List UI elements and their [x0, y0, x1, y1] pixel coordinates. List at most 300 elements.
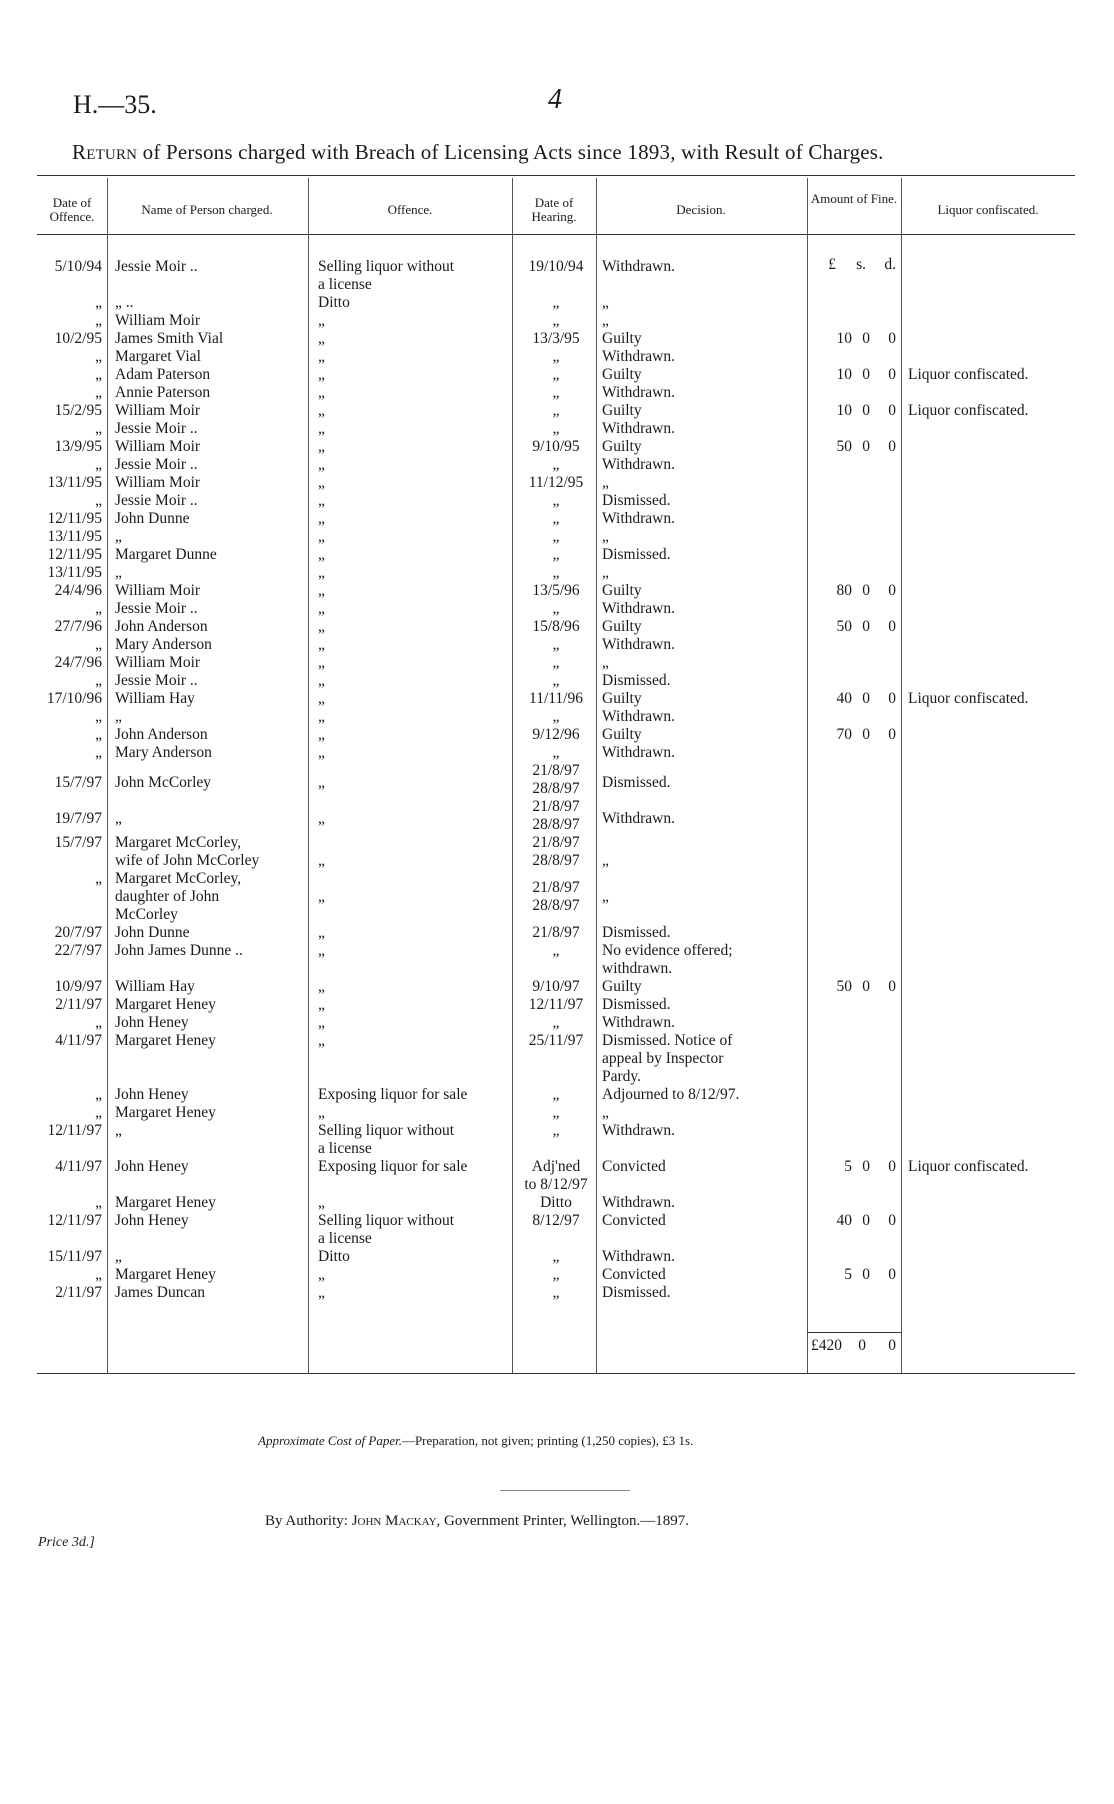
- row-17-decision: „: [602, 564, 609, 581]
- row-35-decision: „: [602, 852, 609, 869]
- row-6-offence: „: [318, 366, 325, 383]
- row-56-date: „: [95, 1194, 102, 1211]
- row-25-hearing: „: [552, 708, 560, 725]
- colhead-name: Name of Person charged.: [141, 202, 273, 217]
- row-49-decision: Pardy.: [602, 1068, 642, 1085]
- row-51-name: Margaret Heney: [115, 1104, 216, 1121]
- row-24-f2: 0: [862, 690, 870, 707]
- row-60-f1: 5: [844, 1266, 852, 1283]
- row-17-offence: „: [318, 564, 325, 581]
- row-6-f3: 0: [888, 366, 896, 383]
- row-8-liquor: Liquor confiscated.: [908, 402, 1029, 419]
- row-18-f1: 80: [836, 582, 852, 599]
- total-rule: [807, 1332, 901, 1333]
- row-16-hearing: „: [552, 546, 560, 563]
- row-14-name: John Dunne: [115, 510, 190, 527]
- row-15-date: 13/11/95: [47, 528, 102, 545]
- row-29-date: 15/7/97: [54, 774, 102, 791]
- row-56-offence: „: [318, 1194, 325, 1211]
- row-25-decision: Withdrawn.: [602, 708, 675, 725]
- row-57-offence: Selling liquor without: [318, 1212, 455, 1229]
- row-22-offence: „: [318, 654, 325, 671]
- row-9-decision: Withdrawn.: [602, 420, 675, 437]
- row-26-f3: 0: [888, 726, 896, 743]
- row-46-offence: „: [318, 1014, 325, 1031]
- row-18-name: William Moir: [115, 582, 201, 599]
- row-24-name: William Hay: [115, 690, 195, 707]
- row-3-hearing: „: [552, 312, 560, 329]
- row-20-offence: „: [318, 618, 325, 635]
- row-51-hearing: „: [552, 1104, 560, 1121]
- row-14-decision: Withdrawn.: [602, 510, 675, 527]
- row-50-hearing: „: [552, 1086, 560, 1103]
- row-19-hearing: „: [552, 600, 560, 617]
- row-10-date: 13/9/95: [54, 438, 102, 455]
- row-41-date: 20/7/97: [54, 924, 102, 941]
- row-29-offence: „: [318, 774, 325, 791]
- row-13-name: Jessie Moir ..: [115, 492, 198, 509]
- row-43-decision: withdrawn.: [602, 960, 673, 977]
- row-8-f1: 10: [836, 402, 852, 419]
- row-10-f1: 50: [836, 438, 852, 455]
- row-23-decision: Dismissed.: [602, 672, 671, 689]
- authority-line: [265, 1513, 689, 1530]
- row-19-date: „: [95, 600, 102, 617]
- row-56-hearing: Ditto: [540, 1194, 572, 1211]
- row-59-offence: Ditto: [318, 1248, 350, 1265]
- row-7-name: Annie Paterson: [115, 384, 211, 401]
- total-pounds: £420: [811, 1337, 842, 1354]
- title-lead: Return: [72, 140, 138, 164]
- row-54-liquor: Liquor confiscated.: [908, 1158, 1029, 1175]
- row-2-date: „: [95, 294, 102, 311]
- row-26-decision: Guilty: [602, 726, 642, 743]
- row-36-name: Margaret McCorley,: [115, 870, 242, 887]
- row-16-decision: Dismissed.: [602, 546, 671, 563]
- row-12-hearing: 11/12/95: [528, 474, 584, 491]
- cost-label: Approximate Cost of Paper.: [258, 1433, 402, 1448]
- row-13-offence: „: [318, 492, 325, 509]
- col-divider-3: [512, 178, 513, 1373]
- row-2-decision: „: [602, 294, 609, 311]
- row-32-decision: Withdrawn.: [602, 810, 675, 827]
- row-21-name: Mary Anderson: [115, 636, 212, 653]
- row-28-hearing: 21/8/97: [532, 762, 580, 779]
- row-59-name: „: [115, 1248, 122, 1265]
- colhead-liquor: Liquor confiscated.: [937, 202, 1039, 217]
- row-41-offence: „: [318, 924, 325, 941]
- row-44-decision: Guilty: [602, 978, 642, 995]
- row-54-name: John Heney: [115, 1158, 189, 1175]
- row-45-hearing: 12/11/97: [528, 996, 584, 1013]
- row-48-decision: appeal by Inspector: [602, 1050, 724, 1067]
- row-21-date: „: [95, 636, 102, 653]
- row-60-f2: 0: [862, 1266, 870, 1283]
- row-27-name: Mary Anderson: [115, 744, 212, 761]
- authority-suffix: Government Printer, Wellington.—1897.: [444, 1513, 690, 1529]
- row-15-name: „: [115, 528, 122, 545]
- footer-rule: [500, 1490, 630, 1491]
- row-32-offence: „: [318, 810, 325, 827]
- row-20-hearing: 15/8/96: [532, 618, 580, 635]
- row-1-offence: a license: [318, 276, 372, 293]
- row-13-hearing: „: [552, 492, 560, 509]
- row-18-decision: Guilty: [602, 582, 642, 599]
- row-44-offence: „: [318, 978, 325, 995]
- row-19-offence: „: [318, 600, 325, 617]
- row-27-date: „: [95, 744, 102, 761]
- row-9-date: „: [95, 420, 102, 437]
- row-5-offence: „: [318, 348, 325, 365]
- authority-prefix: By Authority:: [265, 1513, 348, 1529]
- row-47-date: 4/11/97: [55, 1032, 102, 1049]
- row-6-date: „: [95, 366, 102, 383]
- row-44-f3: 0: [888, 978, 896, 995]
- row-52-date: 12/11/97: [47, 1122, 102, 1139]
- col-divider-4: [596, 178, 597, 1373]
- row-20-name: John Anderson: [115, 618, 208, 635]
- row-60-f3: 0: [888, 1266, 896, 1283]
- row-45-date: 2/11/97: [55, 996, 102, 1013]
- row-6-name: Adam Paterson: [115, 366, 211, 383]
- row-59-date: 15/11/97: [47, 1248, 102, 1265]
- row-40-name: McCorley: [115, 906, 178, 923]
- row-10-hearing: 9/10/95: [532, 438, 580, 455]
- col-divider-5: [807, 178, 808, 1373]
- row-25-date: „: [95, 708, 102, 725]
- row-46-decision: Withdrawn.: [602, 1014, 675, 1031]
- row-58-offence: a license: [318, 1230, 372, 1247]
- document-title: [72, 140, 1062, 165]
- row-55-hearing: to 8/12/97: [524, 1176, 588, 1193]
- row-23-hearing: „: [552, 672, 560, 689]
- cost-text: —Preparation, not given; printing (1,250 copies), £3 1s.: [401, 1433, 694, 1448]
- row-56-decision: Withdrawn.: [602, 1194, 675, 1211]
- row-60-decision: Convicted: [602, 1266, 666, 1283]
- row-45-decision: Dismissed.: [602, 996, 671, 1013]
- row-54-f2: 0: [862, 1158, 870, 1175]
- row-14-date: 12/11/95: [47, 510, 102, 527]
- row-56-name: Margaret Heney: [115, 1194, 216, 1211]
- row-4-f3: 0: [888, 330, 896, 347]
- row-44-f1: 50: [836, 978, 852, 995]
- row-17-hearing: „: [552, 564, 560, 581]
- row-47-decision: Dismissed. Notice of: [602, 1032, 733, 1049]
- row-22-decision: „: [602, 654, 609, 671]
- row-6-hearing: „: [552, 366, 560, 383]
- row-20-f3: 0: [888, 618, 896, 635]
- row-37-hearing: 21/8/97: [532, 879, 580, 896]
- row-15-hearing: „: [552, 528, 560, 545]
- row-25-name: „: [115, 708, 122, 725]
- row-7-decision: Withdrawn.: [602, 384, 675, 401]
- row-9-offence: „: [318, 420, 325, 437]
- row-32-name: „: [115, 810, 122, 827]
- row-24-offence: „: [318, 690, 325, 707]
- row-50-offence: Exposing liquor for sale: [318, 1086, 468, 1103]
- row-7-offence: „: [318, 384, 325, 401]
- colhead-date-offence: Date of Offence.: [49, 195, 95, 224]
- row-25-offence: „: [318, 708, 325, 725]
- row-26-f1: 70: [836, 726, 852, 743]
- row-9-hearing: „: [552, 420, 560, 437]
- row-41-name: John Dunne: [115, 924, 190, 941]
- row-5-date: „: [95, 348, 102, 365]
- row-8-hearing: „: [552, 402, 560, 419]
- row-41-hearing: 21/8/97: [532, 924, 580, 941]
- row-16-name: Margaret Dunne: [115, 546, 217, 563]
- row-24-f3: 0: [888, 690, 896, 707]
- row-51-offence: „: [318, 1104, 325, 1121]
- row-61-date: 2/11/97: [55, 1284, 102, 1301]
- row-4-f1: 10: [836, 330, 852, 347]
- row-12-decision: „: [602, 474, 609, 491]
- row-10-name: William Moir: [115, 438, 201, 455]
- row-19-name: Jessie Moir ..: [115, 600, 198, 617]
- row-9-name: Jessie Moir ..: [115, 420, 198, 437]
- currency-pounds: £: [828, 256, 836, 273]
- row-50-name: John Heney: [115, 1086, 189, 1103]
- row-8-name: William Moir: [115, 402, 201, 419]
- row-14-offence: „: [318, 510, 325, 527]
- row-10-decision: Guilty: [602, 438, 642, 455]
- row-50-date: „: [95, 1086, 102, 1103]
- row-27-decision: Withdrawn.: [602, 744, 675, 761]
- row-7-date: „: [95, 384, 102, 401]
- row-24-date: 17/10/96: [46, 690, 102, 707]
- row-33-hearing: 28/8/97: [532, 816, 580, 833]
- header-ref: H.—35.: [73, 90, 157, 119]
- row-42-date: 22/7/97: [54, 942, 102, 959]
- row-4-hearing: 13/3/95: [532, 330, 580, 347]
- row-60-date: „: [95, 1266, 102, 1283]
- row-52-offence: Selling liquor without: [318, 1122, 455, 1139]
- row-26-f2: 0: [862, 726, 870, 743]
- row-36-date: „: [95, 870, 102, 887]
- row-44-date: 10/9/97: [54, 978, 102, 995]
- row-11-decision: Withdrawn.: [602, 456, 675, 473]
- row-10-offence: „: [318, 438, 325, 455]
- table-bottom-rule: [37, 1373, 1075, 1374]
- row-38-offence: „: [318, 888, 325, 905]
- row-3-offence: „: [318, 312, 325, 329]
- row-4-decision: Guilty: [602, 330, 642, 347]
- printer-name: John Mackay,: [351, 1513, 441, 1529]
- row-6-f1: 10: [836, 366, 852, 383]
- row-15-decision: „: [602, 528, 609, 545]
- row-26-date: „: [95, 726, 102, 743]
- row-44-hearing: 9/10/97: [532, 978, 580, 995]
- row-8-offence: „: [318, 402, 325, 419]
- row-18-offence: „: [318, 582, 325, 599]
- row-46-date: „: [95, 1014, 102, 1031]
- row-11-name: Jessie Moir ..: [115, 456, 198, 473]
- row-6-liquor: Liquor confiscated.: [908, 366, 1029, 383]
- row-2-hearing: „: [552, 294, 560, 311]
- price-note: Price 3d.]: [38, 1535, 95, 1550]
- row-8-decision: Guilty: [602, 402, 642, 419]
- row-57-hearing: 8/12/97: [532, 1212, 580, 1229]
- row-54-hearing: Adj'ned: [531, 1158, 581, 1175]
- row-4-date: 10/2/95: [54, 330, 102, 347]
- row-29-name: John McCorley: [115, 774, 212, 791]
- row-3-date: „: [95, 312, 102, 329]
- row-23-date: „: [95, 672, 102, 689]
- row-24-decision: Guilty: [602, 690, 642, 707]
- row-46-hearing: „: [552, 1014, 560, 1031]
- row-54-date: 4/11/97: [55, 1158, 102, 1175]
- row-20-date: 27/7/96: [54, 618, 102, 635]
- row-54-decision: Convicted: [602, 1158, 666, 1175]
- row-59-hearing: „: [552, 1248, 560, 1265]
- row-32-date: 19/7/97: [54, 810, 102, 827]
- table-top-rule: [37, 175, 1075, 176]
- row-59-decision: Withdrawn.: [602, 1248, 675, 1265]
- row-20-f1: 50: [836, 618, 852, 635]
- row-35-hearing: 28/8/97: [532, 852, 580, 869]
- cost-note: [258, 1433, 693, 1449]
- row-45-offence: „: [318, 996, 325, 1013]
- row-24-hearing: 11/11/96: [529, 690, 583, 707]
- row-44-f2: 0: [862, 978, 870, 995]
- row-13-decision: Dismissed.: [602, 492, 671, 509]
- row-22-hearing: „: [552, 654, 560, 671]
- row-6-f2: 0: [862, 366, 870, 383]
- row-57-decision: Convicted: [602, 1212, 666, 1229]
- row-57-f1: 40: [836, 1212, 852, 1229]
- total-pence: 0: [888, 1337, 896, 1354]
- row-20-f2: 0: [862, 618, 870, 635]
- row-2-name: „ ..: [115, 294, 134, 311]
- row-21-hearing: „: [552, 636, 560, 653]
- row-2-offence: Ditto: [318, 294, 350, 311]
- row-52-decision: Withdrawn.: [602, 1122, 675, 1139]
- row-3-name: William Moir: [115, 312, 201, 329]
- row-42-name: John James Dunne ..: [115, 942, 243, 959]
- row-13-date: „: [95, 492, 102, 509]
- row-12-offence: „: [318, 474, 325, 491]
- row-18-f3: 0: [888, 582, 896, 599]
- row-0-name: Jessie Moir ..: [115, 258, 198, 275]
- row-60-offence: „: [318, 1266, 325, 1283]
- row-4-offence: „: [318, 330, 325, 347]
- row-45-name: Margaret Heney: [115, 996, 216, 1013]
- row-34-date: 15/7/97: [54, 834, 102, 851]
- row-57-f2: 0: [862, 1212, 870, 1229]
- row-61-hearing: „: [552, 1284, 560, 1301]
- row-17-date: 13/11/95: [47, 564, 102, 581]
- row-47-name: Margaret Heney: [115, 1032, 216, 1049]
- row-34-hearing: 21/8/97: [532, 834, 580, 851]
- row-42-offence: „: [318, 942, 325, 959]
- colhead-fine: Amount of Fine.: [810, 191, 898, 206]
- row-60-name: Margaret Heney: [115, 1266, 216, 1283]
- col-divider-1: [107, 178, 108, 1373]
- row-18-date: 24/4/96: [54, 582, 102, 599]
- row-22-name: William Moir: [115, 654, 201, 671]
- row-42-decision: No evidence offered;: [602, 942, 733, 959]
- row-31-hearing: 21/8/97: [532, 798, 580, 815]
- row-51-date: „: [95, 1104, 102, 1121]
- row-26-offence: „: [318, 726, 325, 743]
- page-number: 4: [548, 84, 562, 115]
- row-6-decision: Guilty: [602, 366, 642, 383]
- row-22-date: 24/7/96: [54, 654, 102, 671]
- row-27-offence: „: [318, 744, 325, 761]
- row-3-decision: „: [602, 312, 609, 329]
- row-12-name: William Moir: [115, 474, 201, 491]
- row-30-hearing: 28/8/97: [532, 780, 580, 797]
- row-44-name: William Hay: [115, 978, 195, 995]
- row-11-offence: „: [318, 456, 325, 473]
- row-38-name: daughter of John: [115, 888, 220, 905]
- row-14-hearing: „: [552, 510, 560, 527]
- row-60-hearing: „: [552, 1266, 560, 1283]
- row-54-f3: 0: [888, 1158, 896, 1175]
- row-17-name: „: [115, 564, 122, 581]
- row-57-date: 12/11/97: [47, 1212, 102, 1229]
- row-21-decision: Withdrawn.: [602, 636, 675, 653]
- row-18-hearing: 13/5/96: [532, 582, 580, 599]
- row-54-f1: 5: [844, 1158, 852, 1175]
- row-10-f2: 0: [862, 438, 870, 455]
- currency-pence: d.: [884, 256, 896, 273]
- col-divider-2: [308, 178, 309, 1373]
- row-23-name: Jessie Moir ..: [115, 672, 198, 689]
- title-rest: of Persons charged with Breach of Licensing Acts since 1893, with Result of Charges.: [142, 140, 884, 164]
- row-50-decision: Adjourned to 8/12/97.: [602, 1086, 740, 1103]
- row-8-f3: 0: [888, 402, 896, 419]
- colhead-offence: Offence.: [387, 202, 433, 217]
- colhead-decision: Decision.: [676, 202, 726, 217]
- row-52-hearing: „: [552, 1122, 560, 1139]
- row-47-hearing: 25/11/97: [528, 1032, 584, 1049]
- row-51-decision: „: [602, 1104, 609, 1121]
- col-divider-6: [901, 178, 902, 1373]
- row-23-offence: „: [318, 672, 325, 689]
- row-35-offence: „: [318, 852, 325, 869]
- row-34-name: Margaret McCorley,: [115, 834, 242, 851]
- header-bottom-rule: [37, 234, 1075, 235]
- row-5-decision: Withdrawn.: [602, 348, 675, 365]
- row-0-offence: Selling liquor without: [318, 258, 455, 275]
- row-11-date: „: [95, 456, 102, 473]
- row-61-name: James Duncan: [115, 1284, 205, 1301]
- row-20-decision: Guilty: [602, 618, 642, 635]
- row-61-decision: Dismissed.: [602, 1284, 671, 1301]
- row-52-name: „: [115, 1122, 122, 1139]
- row-15-offence: „: [318, 528, 325, 545]
- row-19-decision: Withdrawn.: [602, 600, 675, 617]
- row-5-name: Margaret Vial: [115, 348, 201, 365]
- row-41-decision: Dismissed.: [602, 924, 671, 941]
- row-0-decision: Withdrawn.: [602, 258, 675, 275]
- colhead-date-hearing: Date of Hearing.: [531, 195, 577, 224]
- row-54-offence: Exposing liquor for sale: [318, 1158, 468, 1175]
- row-29-decision: Dismissed.: [602, 774, 671, 791]
- row-8-date: 15/2/95: [54, 402, 102, 419]
- row-26-name: John Anderson: [115, 726, 208, 743]
- row-35-name: wife of John McCorley: [115, 852, 260, 869]
- row-4-f2: 0: [862, 330, 870, 347]
- currency-shillings: s.: [856, 256, 866, 273]
- row-8-f2: 0: [862, 402, 870, 419]
- row-26-hearing: 9/12/96: [532, 726, 580, 743]
- row-27-hearing: „: [552, 744, 560, 761]
- row-16-offence: „: [318, 546, 325, 563]
- row-57-name: John Heney: [115, 1212, 189, 1229]
- row-21-offence: „: [318, 636, 325, 653]
